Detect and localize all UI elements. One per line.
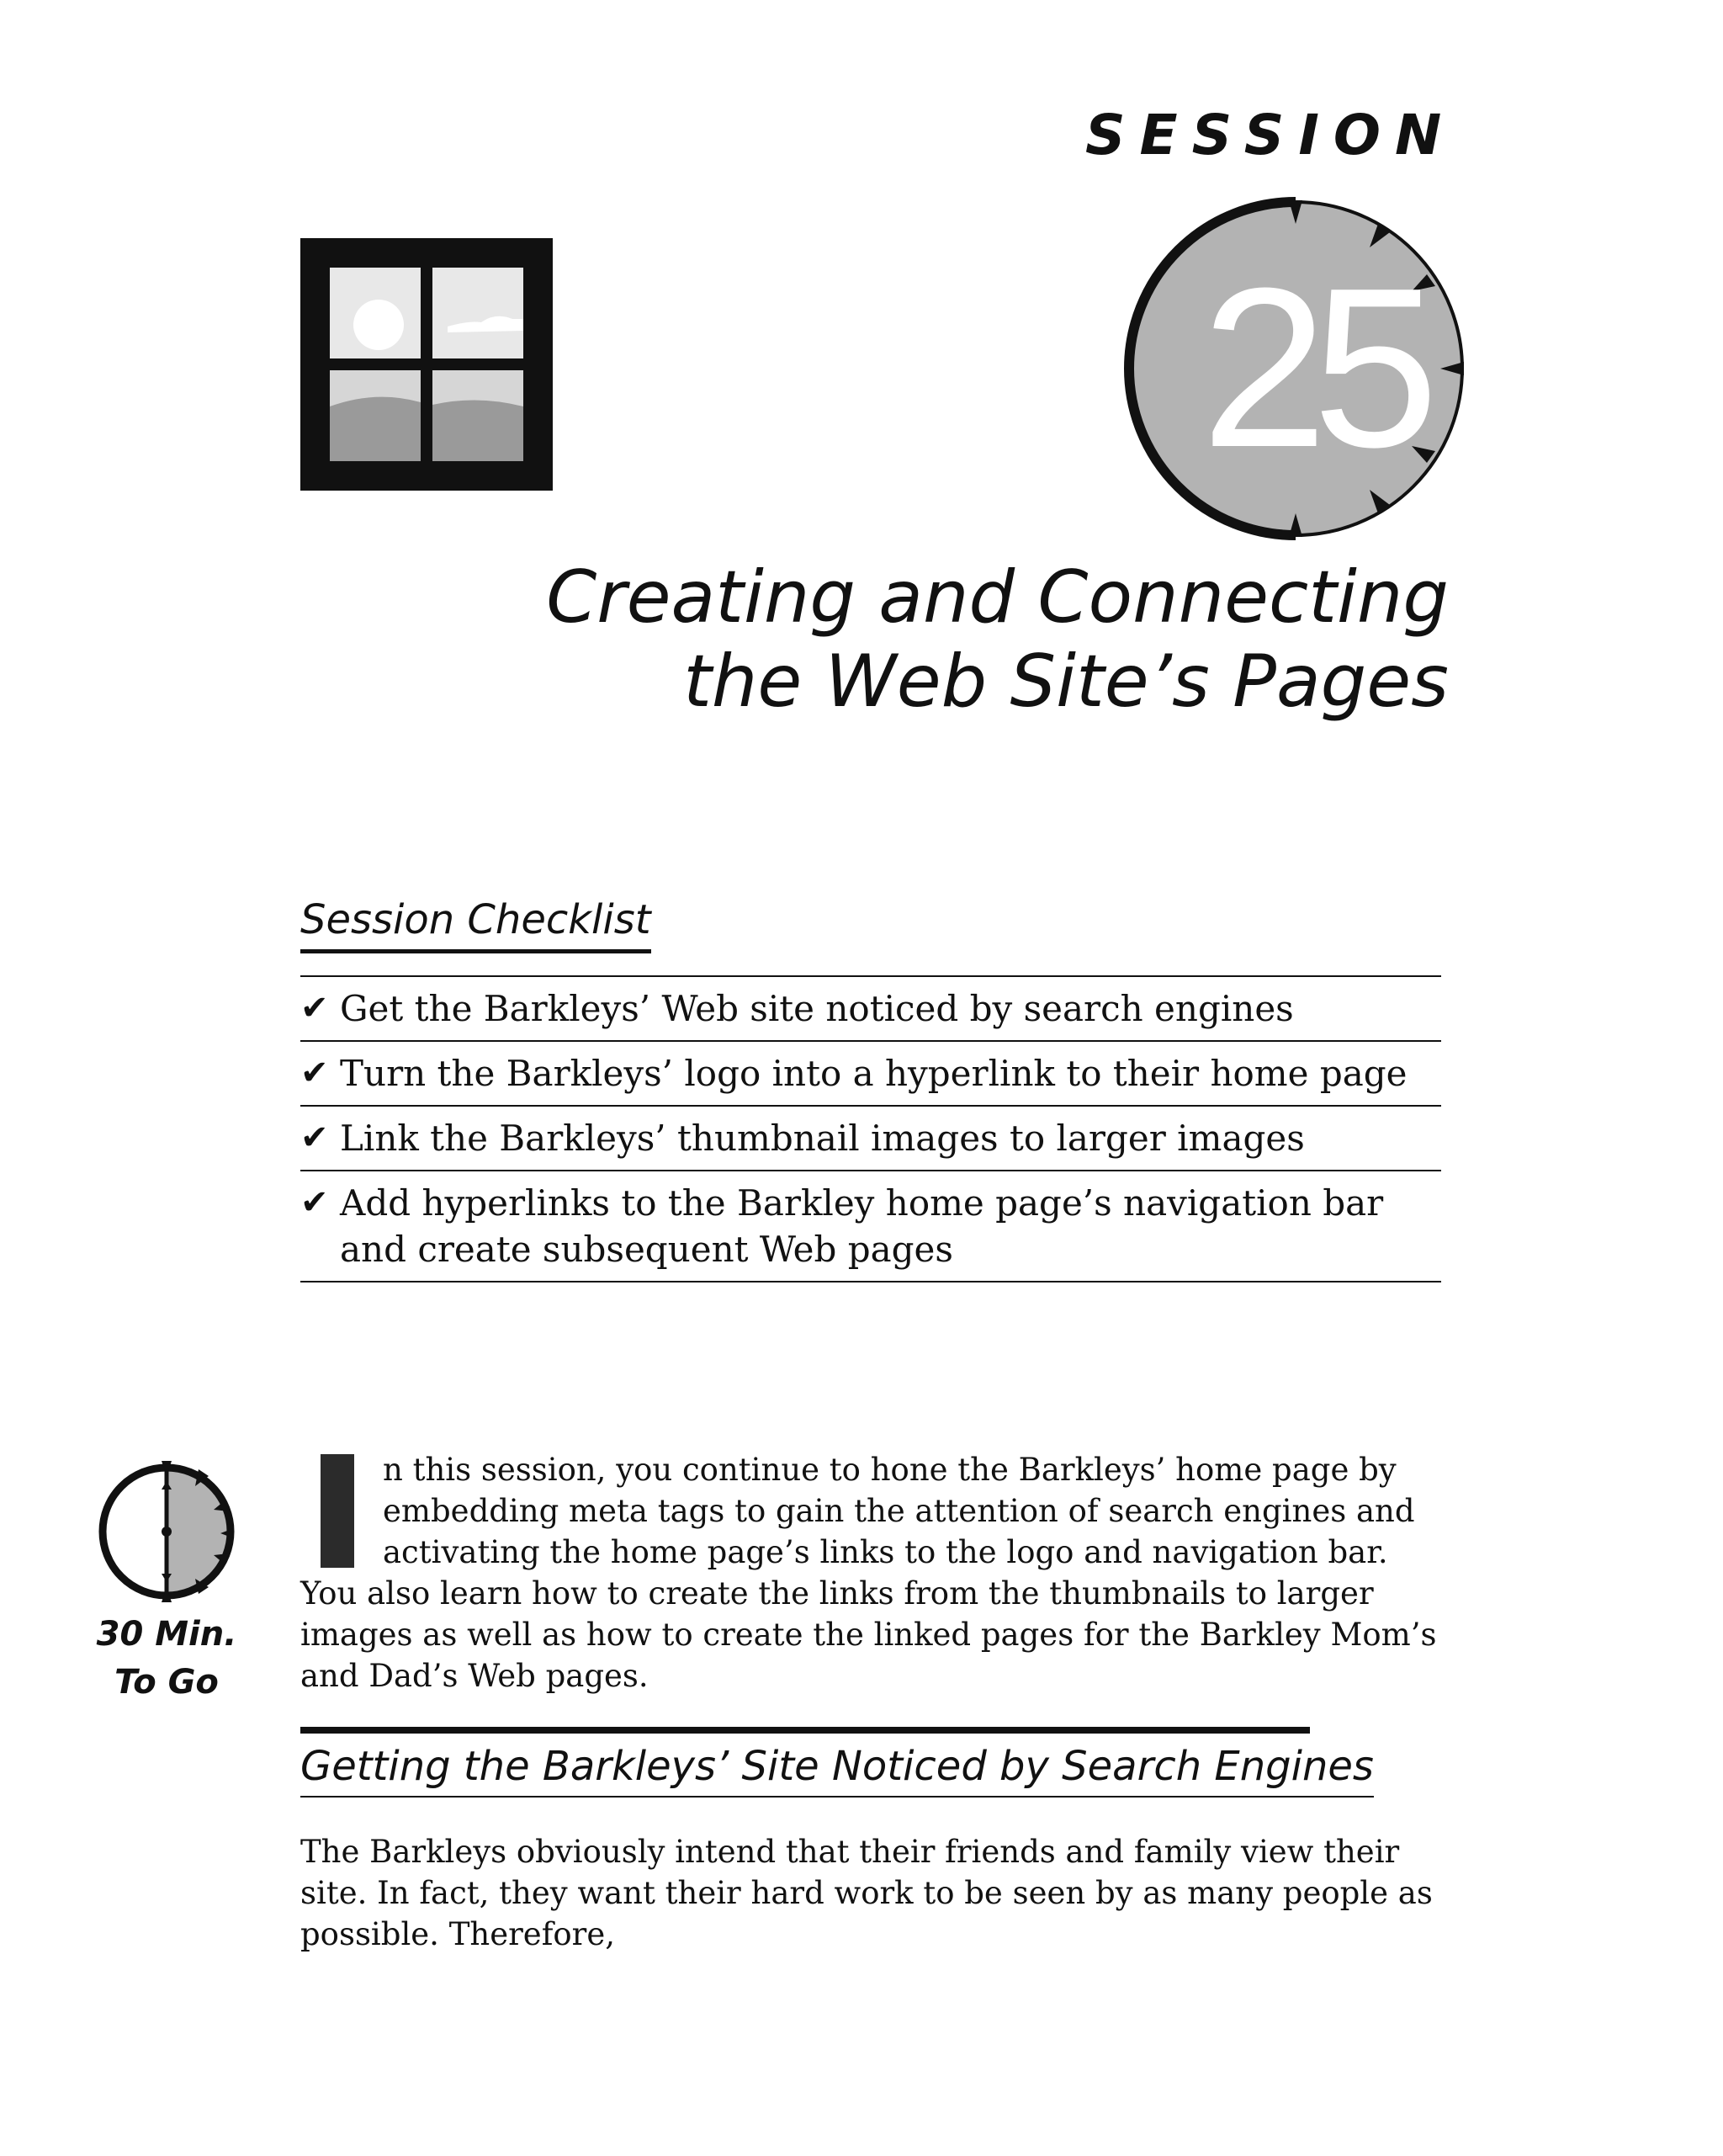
checklist-item-text: Link the Barkleys’ thumbnail images to larger images — [340, 1118, 1305, 1159]
checkmark-icon: ✔ — [300, 1054, 329, 1092]
checklist-item-text: Get the Barkleys’ Web site noticed by search engines — [340, 988, 1294, 1029]
session-label: SESSION — [1085, 103, 1456, 167]
checklist-heading: Session Checklist — [300, 892, 651, 953]
section-heading: Getting the Barkleys’ Site Noticed by Search Engines — [300, 1739, 1374, 1798]
checklist-item — [300, 1042, 1441, 1107]
intro-paragraph — [300, 1449, 1441, 1697]
window-icon — [300, 238, 553, 491]
checklist-list — [300, 975, 1441, 1282]
session-number: 25 — [1201, 242, 1424, 495]
chapter-title-line-2: the Web Site’s Pages — [683, 640, 1449, 724]
intro-text: n this session, you continue to hone the Barkleys’ home page by embedding meta tags to gain the attention of search engines and activating the home page’s links to the logo and navigation bar. You also learn how to create the links from the thumbnails to larger images as well as how to create the linked pages for the Barkley Mom’s and Dad’s Web pages. — [300, 1452, 1437, 1694]
checkmark-icon: ✔ — [300, 989, 329, 1028]
checkmark-icon: ✔ — [300, 1118, 329, 1157]
time-remaining-caption: To Go — [114, 1663, 219, 1702]
chapter-title — [538, 555, 1449, 724]
checklist-item-text: Add hyperlinks to the Barkley home page’s navigation bar and create subsequent Web pages — [340, 1182, 1384, 1270]
chapter-title-line-1: Creating and Connecting — [546, 555, 1449, 640]
section-heading-block — [300, 1727, 1374, 1798]
checkmark-icon: ✔ — [300, 1183, 329, 1222]
checklist-item — [300, 1107, 1441, 1171]
session-checklist — [300, 892, 1441, 1282]
checklist-item — [300, 977, 1441, 1042]
session-clock-badge — [1111, 192, 1481, 545]
checklist-item-text: Turn the Barkleys’ logo into a hyperlink to their home page — [340, 1053, 1408, 1094]
section-rule — [300, 1727, 1310, 1734]
time-remaining-label — [82, 1611, 251, 1707]
body-paragraph: The Barkleys obviously intend that their friends and family view their site. In fact, they want their hard work to be seen by as many people as possible. Therefore, — [300, 1834, 1433, 1952]
time-remaining-minutes: 30 Min. — [96, 1615, 237, 1654]
checklist-item — [300, 1171, 1441, 1282]
stopwatch-icon — [91, 1456, 242, 1607]
drop-cap-i — [321, 1454, 354, 1568]
